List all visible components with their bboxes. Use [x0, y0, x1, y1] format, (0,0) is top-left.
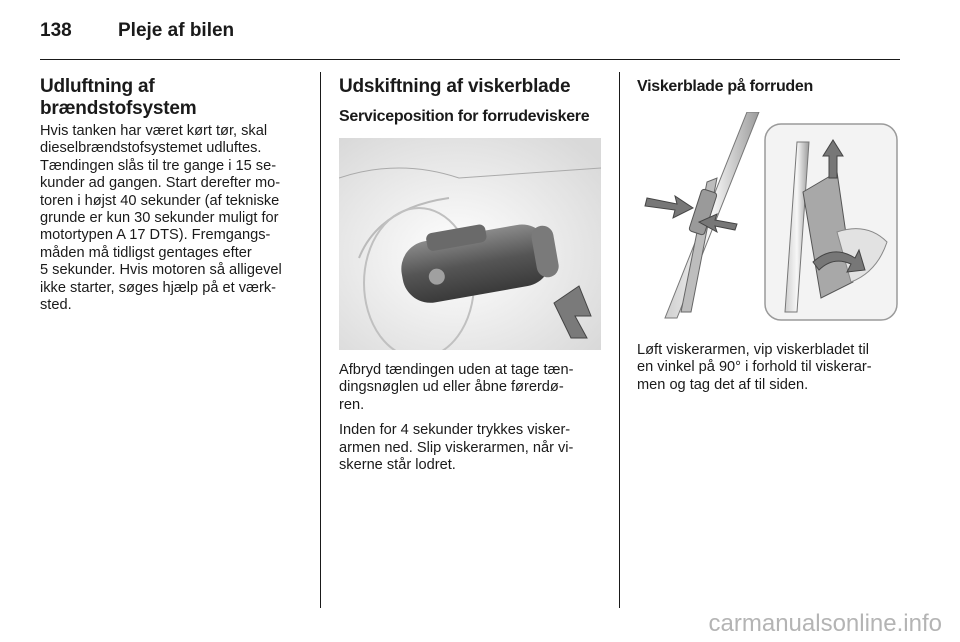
text-line: toren i højst 40 sekunder (af tekniske [40, 192, 280, 209]
section-heading-fuel-venting [40, 76, 308, 120]
text-line: en vinkel på 90° i forhold til viskerar- [637, 359, 872, 376]
heading-line: brændstofsystem [40, 98, 197, 119]
section-heading-wiper-replacement: Udskiftning af viskerblade [339, 76, 571, 97]
column-fuel-venting [40, 76, 308, 314]
wiper-stalk-illustration [339, 138, 601, 350]
wiper-stalk-drawing [339, 138, 601, 350]
text-line: måden må tidligst gentages efter [40, 244, 252, 261]
page-number: 138 [40, 20, 72, 41]
fuel-venting-text [40, 123, 308, 314]
column-divider-1 [320, 72, 321, 608]
column-wiper-replacement [339, 76, 605, 474]
text-line: 5 sekunder. Hvis motoren så alligevel [40, 262, 282, 279]
text-line: ikke starter, søges hjælp på et værk- [40, 279, 277, 296]
subheading-service-position: Serviceposition for forrudeviskere [339, 108, 590, 125]
service-position-step-1 [339, 362, 605, 414]
header-divider [40, 59, 900, 60]
text-line: men og tag det af til siden. [637, 376, 809, 393]
blade-removal-illustration [637, 112, 903, 326]
column-windscreen-blades [637, 76, 903, 394]
blade-removal-drawing [637, 112, 903, 326]
blade-removal-text [637, 342, 903, 394]
text-line: sted. [40, 297, 72, 314]
text-line: kunder ad gangen. Start derefter mo- [40, 175, 281, 192]
text-line: Hvis tanken har været kørt tør, skal [40, 123, 268, 139]
text-line: dingsnøglen ud eller åbne førerdø- [339, 379, 564, 396]
page-title: Pleje af bilen [118, 20, 235, 41]
watermark: carmanualsonline.info [708, 610, 942, 637]
text-line: dieselbrændstofsystemet udluftes. [40, 140, 262, 157]
text-line: ren. [339, 396, 365, 413]
subheading-windscreen-blades: Viskerblade på forruden [637, 78, 813, 95]
service-position-step-2 [339, 422, 605, 474]
column-divider-2 [619, 72, 620, 608]
heading-line: Udluftning af [40, 76, 155, 97]
text-line: Tændingen slås til tre gange i 15 se- [40, 157, 277, 174]
text-line: Løft viskerarmen, vip viskerbladet til [637, 342, 869, 358]
text-line: armen ned. Slip viskerarmen, når vi- [339, 439, 574, 456]
text-line: Afbryd tændingen uden at tage tæn- [339, 362, 574, 378]
text-line: skerne står lodret. [339, 457, 456, 474]
text-line: grunde er kun 30 sekunder muligt for [40, 210, 279, 227]
text-line: Inden for 4 sekunder trykkes visker- [339, 422, 571, 439]
text-line: motortypen A 17 DTS). Fremgangs- [40, 227, 271, 244]
